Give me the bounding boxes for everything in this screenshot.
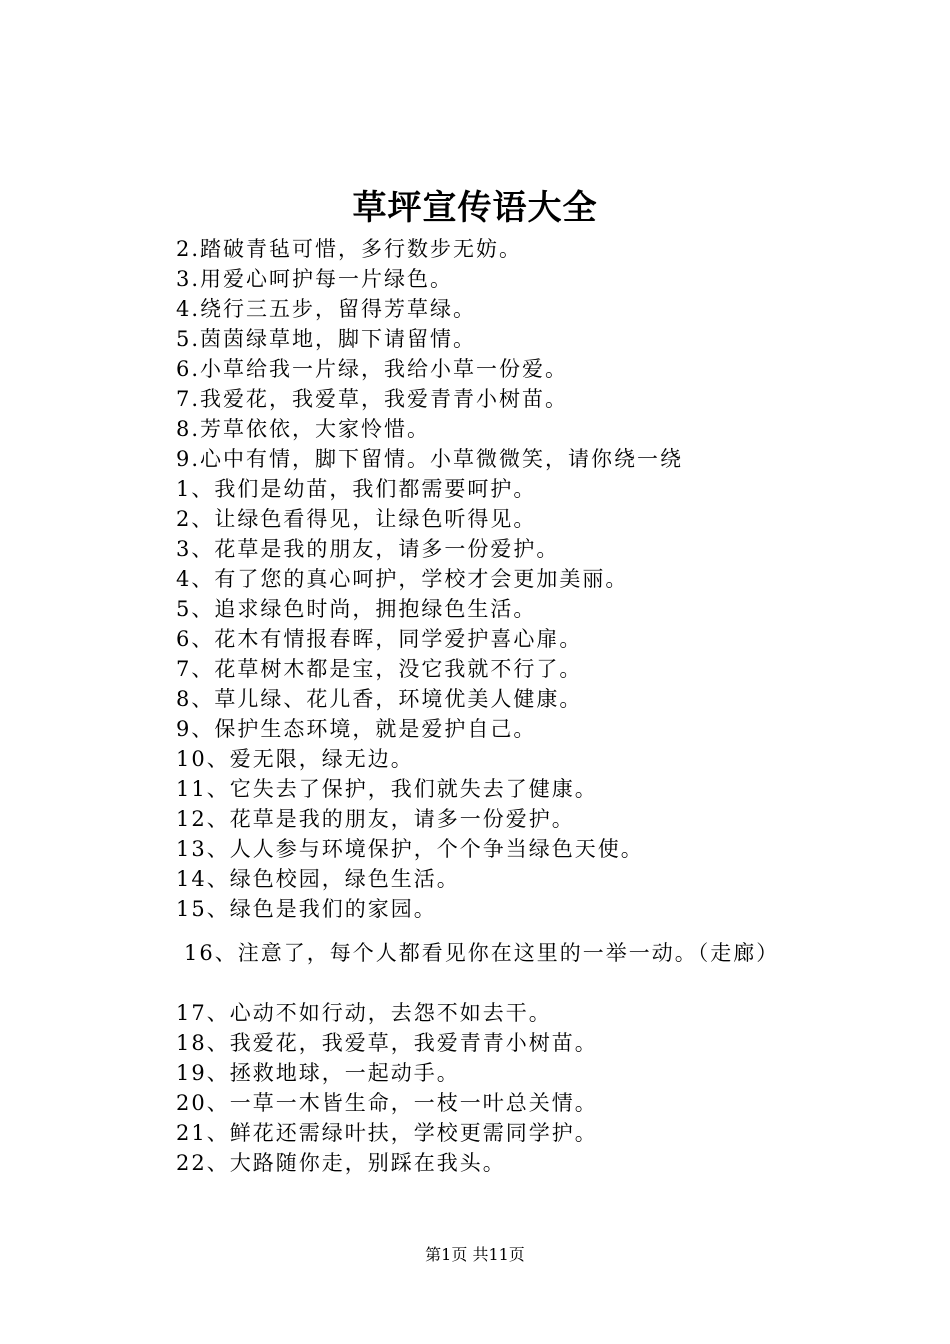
slogan-line: 18、我爱花，我爱草，我爱青青小树苗。 [176, 1031, 598, 1055]
slogan-line: 14、绿色校园，绿色生活。 [176, 867, 460, 891]
slogan-line: 19、拯救地球，一起动手。 [176, 1061, 460, 1085]
slogan-line: 4、有了您的真心呵护，学校才会更加美丽。 [176, 567, 629, 591]
slogan-line: 10、爱无限，绿无边。 [176, 747, 414, 771]
slogan-line: 12、花草是我的朋友，请多一份爱护。 [176, 807, 575, 831]
document-title: 草坪宣传语大全 [352, 188, 598, 228]
slogan-line: 3.用爱心呵护每一片绿色。 [176, 267, 454, 291]
slogan-line: 4.绕行三五步，留得芳草绿。 [176, 297, 477, 321]
slogan-line-wrapped: 16、注意了，每个人都看见你在这里的一举一动。（走廊） [184, 941, 780, 965]
slogan-line: 17、心动不如行动，去怨不如去干。 [176, 1001, 552, 1025]
slogan-line: 9、保护生态环境，就是爱护自己。 [176, 717, 537, 741]
slogan-line: 11、它失去了保护，我们就失去了健康。 [176, 777, 598, 801]
slogan-line: 8、草儿绿、花儿香，环境优美人健康。 [176, 687, 583, 711]
slogan-line: 8.芳草依依，大家怜惜。 [176, 417, 431, 441]
slogan-line: 20、一草一木皆生命，一枝一叶总关情。 [176, 1091, 598, 1115]
slogan-line: 22、大路随你走，别踩在我头。 [176, 1151, 506, 1175]
slogan-line: 21、鲜花还需绿叶扶，学校更需同学护。 [176, 1121, 598, 1145]
slogan-line: 15、绿色是我们的家园。 [176, 897, 437, 921]
slogan-line: 5、追求绿色时尚，拥抱绿色生活。 [176, 597, 537, 621]
slogan-line: 3、花草是我的朋友，请多一份爱护。 [176, 537, 560, 561]
slogan-line: 7、花草树木都是宝，没它我就不行了。 [176, 657, 583, 681]
slogan-line: 9.心中有情，脚下留情。小草微微笑，请你绕一绕 [176, 447, 684, 471]
slogan-line: 1、我们是幼苗，我们都需要呵护。 [176, 477, 537, 501]
slogan-line: 2.踏破青毡可惜，多行数步无妨。 [176, 237, 523, 261]
slogan-line: 13、人人参与环境保护，个个争当绿色天使。 [176, 837, 644, 861]
slogan-line: 5.茵茵绿草地，脚下请留情。 [176, 327, 477, 351]
page-number-footer: 第1页 共11页 [425, 1245, 525, 1264]
slogan-line: 6.小草给我一片绿，我给小草一份爱。 [176, 357, 569, 381]
slogan-line: 2、让绿色看得见，让绿色听得见。 [176, 507, 537, 531]
slogan-line: 7.我爱花，我爱草，我爱青青小树苗。 [176, 387, 569, 411]
slogan-line: 6、花木有情报春晖，同学爱护喜心扉。 [176, 627, 583, 651]
